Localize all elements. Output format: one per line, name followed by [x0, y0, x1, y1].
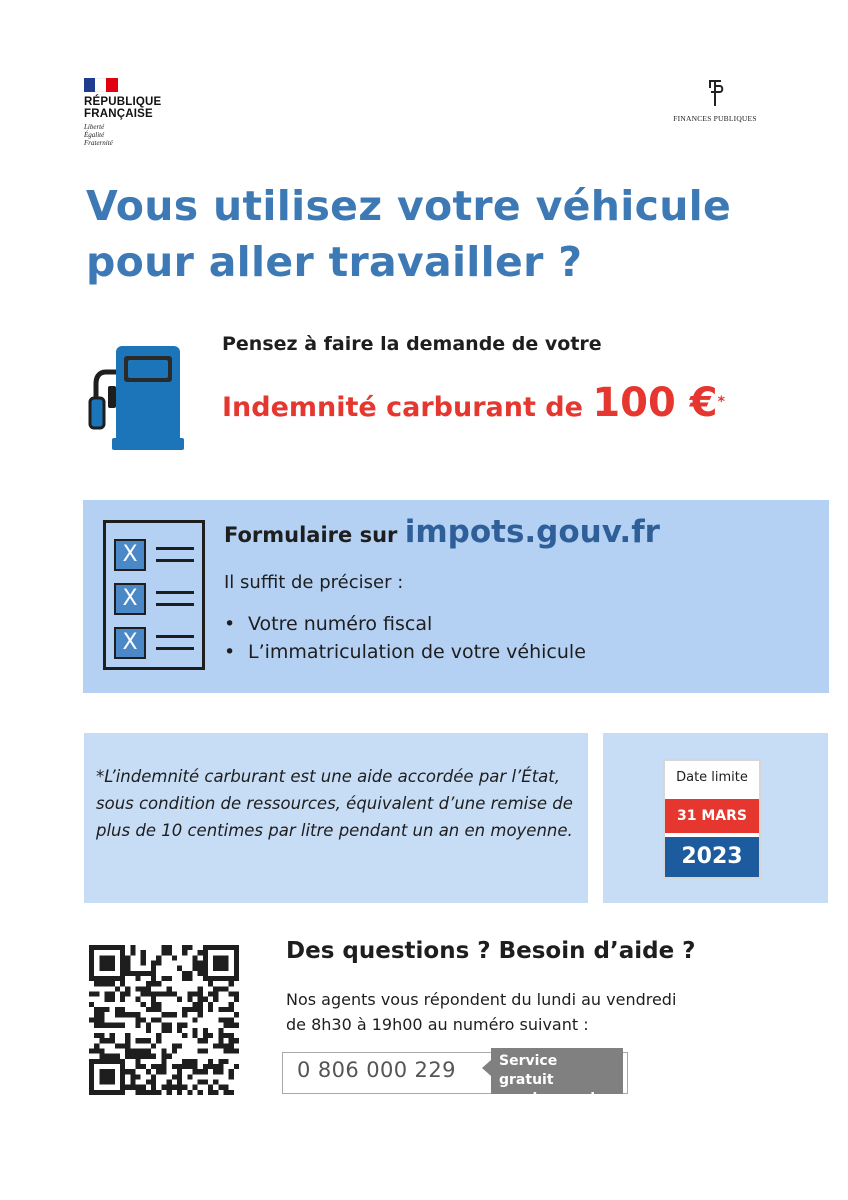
republique-francaise-logo: [84, 78, 174, 147]
phone-number[interactable]: 0 806 000 229: [297, 1058, 456, 1082]
footnote-box: [84, 733, 588, 903]
help-title: Des questions ? Besoin d’aide ?: [286, 938, 696, 964]
phone-number-box: [282, 1052, 628, 1107]
pump-intro-text: Pensez à faire la demande de votre: [222, 333, 602, 355]
finances-publiques-icon: [704, 78, 726, 108]
finances-publiques-label: FINANCES PUBLIQUES: [673, 114, 757, 123]
checkbox-icon: X: [114, 539, 146, 571]
checklist-row: [114, 539, 198, 575]
qr-code[interactable]: [89, 945, 239, 1095]
indemnity-headline: Indemnité carburant de 100 €*: [222, 380, 725, 426]
footnote-text: *L’indemnité carburant est une aide accordée par l’État, sous condition de ressources, équivalent d’une remise de plus de 10 centimes par litre pendant un an en moyenne.: [96, 767, 573, 840]
help-text: Nos agents vous répondent du lundi au vendredi de 8h30 à 19h00 au numéro suivant :: [286, 990, 677, 1034]
deadline-calendar: [663, 759, 761, 879]
checklist-row: [114, 627, 198, 663]
checklist-row: [114, 583, 198, 619]
french-flag-icon: [84, 78, 118, 92]
list-item: • Votre numéro fiscal: [224, 610, 586, 638]
checklist-icon: [103, 520, 205, 670]
indemnity-amount: 100 €: [592, 380, 718, 426]
republic-motto: Liberté Égalité Fraternité: [84, 123, 113, 147]
list-item: • L’immatriculation de votre véhicule: [224, 638, 586, 666]
fuel-pump-icon: [88, 342, 192, 452]
service-tag: Service gratuit + prix appel: [491, 1048, 623, 1094]
page-title: Vous utilisez votre véhicule pour aller travailler ?: [86, 182, 732, 286]
finances-publiques-logo: [668, 78, 762, 123]
deadline-year: 2023: [665, 837, 759, 877]
impots-website-link[interactable]: impots.gouv.fr: [404, 514, 660, 550]
form-title: Formulaire sur impots.gouv.fr: [224, 514, 660, 550]
checkbox-icon: X: [114, 583, 146, 615]
deadline-box: [603, 733, 828, 903]
checkbox-icon: X: [114, 627, 146, 659]
form-info-box: [83, 500, 829, 693]
required-info-list: [224, 610, 586, 666]
form-subtitle: Il suffit de préciser :: [224, 572, 404, 593]
deadline-label: Date limite: [676, 770, 748, 785]
deadline-day: 31 MARS: [665, 799, 759, 833]
republique-francaise-label: RÉPUBLIQUE FRANÇAISE: [84, 96, 162, 120]
